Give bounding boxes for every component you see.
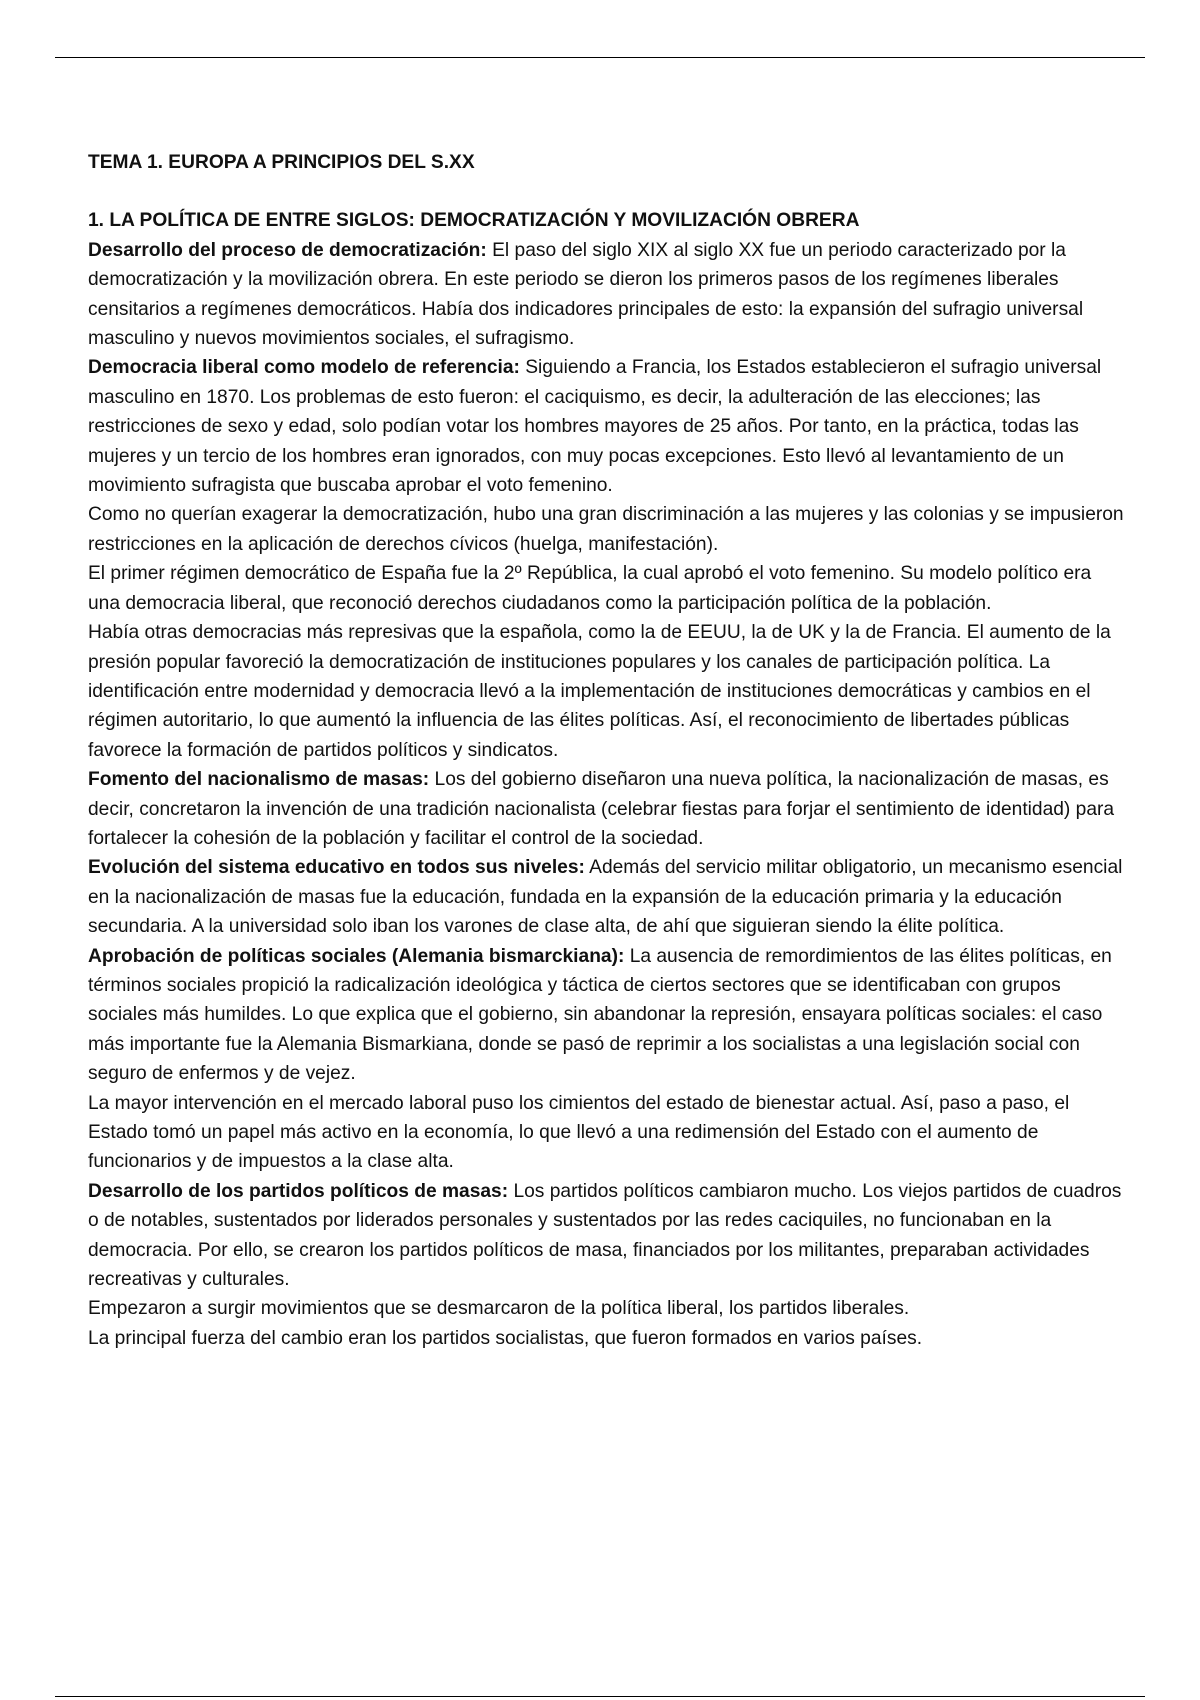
paragraph-heading: Desarrollo de los partidos políticos de masas: xyxy=(88,1180,509,1202)
paragraph-text: La mayor intervención en el mercado laboral puso los cimientos del estado de bienestar actual. Así, paso a paso, el Estado tomó un papel más activo en la economía, lo que llevó a una redimensión del Estado con el aumento de funcionarios y de impuestos a la clase alta. xyxy=(88,1092,1070,1173)
paragraph-text: Había otras democracias más represivas que la española, como la de EEUU, la de UK y la de Francia. El aumento de la presión popular favoreció la democratización de instituciones populares y los canales de participación política. La identificación entre modernidad y democracia llevó a la implementación de instituciones democráticas y cambios en el régimen autoritario, lo que aumentó la influencia de las élites políticas. Así, el reconocimiento de libertades públicas favorece la formación de partidos políticos y sindicatos. xyxy=(88,622,1111,761)
paragraph-text: El primer régimen democrático de España fue la 2º República, la cual aprobó el voto femenino. Su modelo político era una democracia liberal, que reconoció derechos ciudadanos como la participación política de la población. xyxy=(88,563,1092,614)
section-title: 1. LA POLÍTICA DE ENTRE SIGLOS: DEMOCRATIZACIÓN Y MOVILIZACIÓN OBRERA xyxy=(88,210,860,232)
paragraph xyxy=(88,353,1128,500)
paragraph xyxy=(88,942,1128,1089)
paragraph xyxy=(88,1294,1128,1323)
paragraph-heading: Democracia liberal como modelo de referencia: xyxy=(88,357,520,379)
paragraph-text: Además del servicio militar obligatorio, un mecanismo esencial en la nacionalización de masas fue la educación, fundada en la expansión de la educación primaria y la educación secundaria. A la universidad solo iban los varones de clase alta, de ahí que siguieran siendo la élite política. xyxy=(88,857,1123,938)
footer-rule xyxy=(55,1696,1145,1697)
paragraph xyxy=(88,236,1128,354)
paragraph-heading: Desarrollo del proceso de democratización: xyxy=(88,239,487,261)
paragraph-text: Siguiendo a Francia, los Estados establecieron el sufragio universal masculino en 1870. Los problemas de esto fueron: el caciquismo, es decir, la adulteración de las elecciones; las restricciones de sexo y edad, solo podían votar los hombres mayores de 25 años. Por tanto, en la práctica, todas las mujeres y un tercio de los hombres eran ignorados, con muy pocas excepciones. Esto llevó al levantamiento de un movimiento sufragista que buscaba aprobar el voto femenino. xyxy=(88,357,1102,497)
header-rule xyxy=(55,57,1145,58)
paragraph xyxy=(88,853,1128,941)
paragraph-text: La ausencia de remordimientos de las élites políticas, en términos sociales propició la radicalización ideológica y táctica de ciertos sectores que se identificaban con grupos sociales más humildes. Lo que explica que el gobierno, sin abandonar la represión, ensayara políticas sociales: el caso más importante fue la Alemania Bismarkiana, donde se pasó de reprimir a los socialistas a una legislación social con seguro de enfermos y de vejez. xyxy=(88,945,1112,1085)
paragraph xyxy=(88,1089,1128,1177)
paragraph xyxy=(88,1177,1128,1295)
document-body xyxy=(88,148,1128,1353)
paragraph-text: Empezaron a surgir movimientos que se desmarcaron de la política liberal, los partidos liberales. xyxy=(88,1298,910,1320)
paragraph xyxy=(88,1324,1128,1353)
paragraph-heading: Fomento del nacionalismo de masas: xyxy=(88,769,430,791)
paragraph xyxy=(88,618,1128,765)
paragraph-text: Como no querían exagerar la democratización, hubo una gran discriminación a las mujeres y las colonias y se impusieron restricciones en la aplicación de derechos cívicos (huelga, manifestación). xyxy=(88,504,1124,555)
paragraph xyxy=(88,559,1128,618)
document-title: TEMA 1. EUROPA A PRINCIPIOS DEL S.XX xyxy=(88,152,475,173)
paragraph-heading: Evolución del sistema educativo en todos sus niveles: xyxy=(88,857,585,879)
paragraph xyxy=(88,500,1128,559)
paragraph xyxy=(88,765,1128,853)
paragraph-text: Los partidos políticos cambiaron mucho. Los viejos partidos de cuadros o de notables, sustentados por liderados personales y sustentados por las redes caciquiles, no funcionaban en la democracia. Por ello, se crearon los partidos políticos de masa, financiados por los militantes, preparaban actividades recreativas y culturales. xyxy=(88,1180,1122,1291)
paragraph-text: El paso del siglo XIX al siglo XX fue un periodo caracterizado por la democratización y la movilización obrera. En este periodo se dieron los primeros pasos de los regímenes liberales censitarios a regímenes democráticos. Había dos indicadores principales de esto: la expansión del sufragio universal masculino y nuevos movimientos sociales, el sufragismo. xyxy=(88,239,1084,350)
paragraph-heading: Aprobación de políticas sociales (Alemania bismarckiana): xyxy=(88,945,625,967)
paragraph-text: La principal fuerza del cambio eran los partidos socialistas, que fueron formados en varios países. xyxy=(88,1327,923,1349)
paragraph-text: Los del gobierno diseñaron una nueva política, la nacionalización de masas, es decir, concretaron la invención de una tradición nacionalista (celebrar fiestas para forjar el sentimiento de identidad) para fortalecer la cohesión de la población y facilitar el control de la sociedad. xyxy=(88,769,1115,849)
